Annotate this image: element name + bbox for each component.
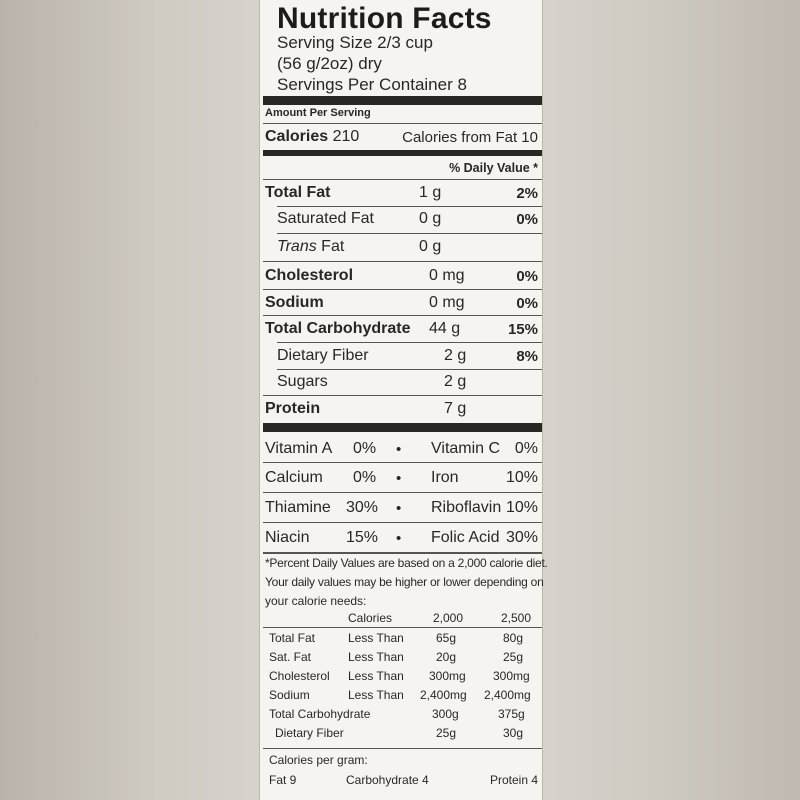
trans-italic: Trans [277,238,317,255]
vitamin-value: 30% [505,529,538,546]
calories-label: Calories [265,128,329,145]
rule [263,552,542,554]
footnote-line2: Your daily values may be higher or lower depending on [265,575,544,589]
table-row [263,707,542,726]
thick-rule-top [263,96,542,105]
vitamin-name: Folic Acid [431,529,500,546]
vitamin-row [263,462,542,492]
nutrition-facts-label [263,0,548,800]
nutrient-label: Cholesterol [265,267,354,284]
table-cell-name: Sodium [269,688,310,702]
serving-size-line2: (56 g/2oz) dry [277,54,382,73]
nutrient-amount: 0 mg [429,294,465,311]
vitamin-value: 10% [505,469,538,486]
nutrient-amount: 44 g [429,320,461,337]
table-cell-2500: 2,400mg [484,688,531,702]
nutrient-row-total-fat [263,180,542,206]
table-cell-qualifier: Less Than [348,669,404,683]
table-row [263,669,542,688]
table-row [263,631,542,650]
nutrient-row-saturated-fat [263,206,542,233]
table-cell-2500: 25g [503,650,524,664]
nutrient-label: Protein [265,400,321,417]
per-gram-fat: Fat 9 [269,773,297,787]
nutrient-label: Sodium [265,294,324,311]
table-cell-2500: 375g [498,707,525,721]
vitamin-name: Iron [431,469,459,486]
nutrient-amount: 0 mg [429,267,465,284]
table-cell-2000: 300mg [429,669,466,683]
bullet-separator: • [396,500,402,517]
calories-value: 210 [332,128,360,145]
table-row [263,650,542,669]
table-row [263,726,542,745]
per-gram-carbohydrate: Carbohydrate 4 [346,773,429,787]
footnote-line3: your calorie needs: [265,594,367,608]
nutrient-label: Total Fat [265,184,331,201]
medium-rule [263,150,542,156]
calories-from-fat: Calories from Fat 10 [402,129,538,146]
table-cell-qualifier: Less Than [348,688,404,702]
daily-value-header: % Daily Value * [449,161,538,175]
nutrient-row-sugars [263,369,542,395]
nutrient-dv: 2% [516,185,538,202]
table-cell-name: Total Carbohydrate [269,707,371,721]
nutrient-row-cholesterol [263,261,542,289]
bullet-separator: • [396,530,402,547]
calories-per-gram-label: Calories per gram: [269,753,368,767]
thick-rule-vitamins [263,423,542,432]
vitamin-value: 0% [353,440,377,457]
table-header-2500: 2,500 [501,611,532,625]
table-row [263,688,542,707]
package-background-right [538,0,800,800]
table-cell-name: Sat. Fat [269,650,312,664]
nutrient-amount: 2 g [444,347,467,364]
table-cell-qualifier: Less Than [348,631,404,645]
package-background-left [0,0,262,800]
table-cell-2000: 65g [436,631,457,645]
vitamin-name: Vitamin C [431,440,501,457]
rule [263,748,542,749]
nutrient-dv: 8% [516,348,538,365]
vitamin-value: 15% [346,529,379,546]
vitamin-value: 0% [353,469,377,486]
nutrient-label: Total Carbohydrate [265,320,411,337]
bullet-separator: • [396,470,402,487]
table-cell-name: Dietary Fiber [275,726,344,740]
vitamin-name: Niacin [265,529,310,546]
per-gram-protein: Protein 4 [489,773,538,787]
nutrient-amount: 2 g [444,373,467,390]
vitamin-value: 30% [346,499,379,516]
rule [263,123,542,124]
calories-row [265,128,359,146]
footnote-line1: *Percent Daily Values are based on a 2,000 calorie diet. [265,556,548,570]
trans-fat-text: Fat [316,238,345,255]
nutrient-amount: 1 g [419,184,442,201]
nutrient-row-protein [263,395,542,423]
label-title: Nutrition Facts [277,2,492,35]
table-cell-2500: 30g [503,726,524,740]
table-cell-2000: 300g [432,707,459,721]
nutrient-amount: 7 g [444,400,467,417]
amount-per-serving: Amount Per Serving [265,107,371,119]
nutrient-row-sodium [263,289,542,315]
nutrient-label: Dietary Fiber [277,347,369,364]
vitamin-name: Riboflavin [431,499,502,516]
daily-values-table-header [263,610,542,628]
vitamin-row [263,434,542,462]
table-cell-name: Total Fat [269,631,316,645]
rule [263,627,542,628]
table-header-2000: 2,000 [433,611,464,625]
nutrient-amount: 0 g [419,210,442,227]
vitamin-name: Vitamin A [265,440,333,457]
table-cell-qualifier: Less Than [348,650,404,664]
nutrient-amount: 0 g [419,238,442,255]
vitamin-value: 10% [505,499,538,516]
vitamin-name: Thiamine [265,499,331,516]
nutrient-label: Sugars [277,373,328,390]
nutrient-dv: 15% [507,321,538,338]
nutrient-row-total-carbohydrate [263,315,542,342]
servings-per-container: Servings Per Container 8 [277,75,467,94]
table-cell-name: Cholesterol [269,669,330,683]
table-cell-2500: 80g [503,631,524,645]
nutrient-row-dietary-fiber [263,342,542,369]
nutrient-dv: 0% [516,211,538,228]
table-header-calories: Calories [348,611,393,625]
nutrient-label: Saturated Fat [277,210,374,227]
nutrient-dv: 0% [516,268,538,285]
vitamin-row [263,492,542,522]
vitamin-name: Calcium [265,469,323,486]
nutrient-dv: 0% [516,295,538,312]
serving-size-line1: Serving Size 2/3 cup [277,33,433,52]
vitamin-value: 0% [514,440,538,457]
vitamin-row [263,522,542,552]
bullet-separator: • [396,441,402,458]
nutrient-label [277,238,344,256]
table-cell-2500: 300mg [493,669,530,683]
nutrient-row-trans-fat [263,233,542,261]
table-cell-2000: 2,400mg [420,688,467,702]
table-cell-2000: 25g [436,726,457,740]
table-cell-2000: 20g [436,650,457,664]
